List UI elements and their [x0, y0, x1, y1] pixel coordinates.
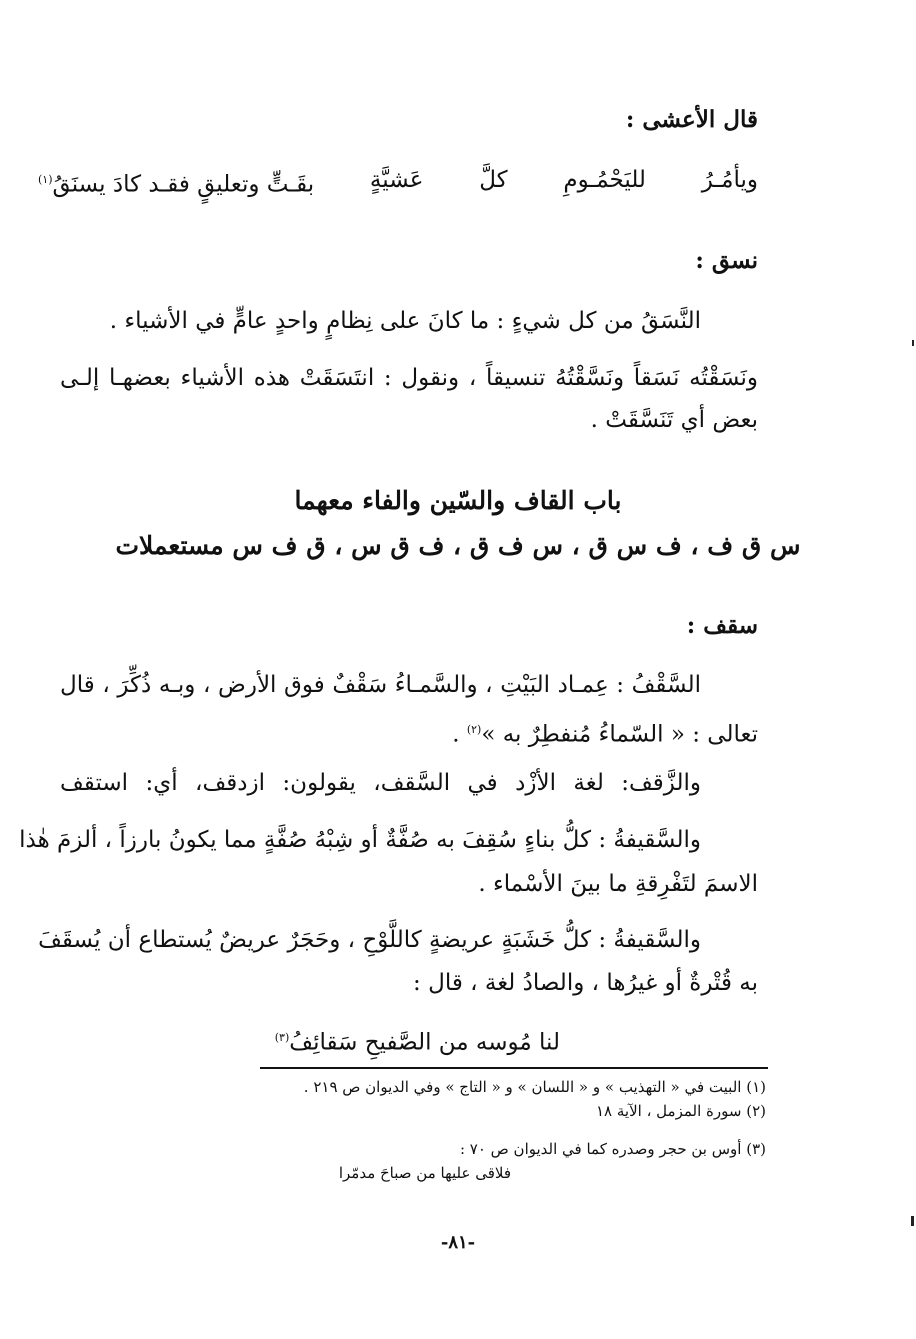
scan-edge-mark	[912, 340, 914, 346]
chapter-subtitle-roots: س ق ف ، ف س ق ، س ف ق ، ف ق س ، ق ف س مستعملات	[115, 531, 801, 560]
footnote-3-verse: فلاقى عليها من صباحَ مدمّرا	[338, 1164, 511, 1182]
footnote-1: (١) البيت في « التهذيب » و « اللسان » و « التاج » وفي الديوان ص ٢١٩ .	[303, 1078, 766, 1096]
verse-word: عَشيَّةٍ	[369, 167, 424, 193]
verse-second-hemistich: بقَـتٍّ وتعليقٍ فقـد كادَ يسنَقُ$^{(١)}$	[38, 171, 315, 198]
footnote-2: (٢) سورة المزمل ، الآية ١٨	[595, 1102, 766, 1120]
nasq-usage-line-2: بعض أي تَنَسَّقَتْ .	[590, 407, 758, 433]
verse-word: لليَحْمُـومِ	[563, 167, 646, 193]
zaqf-paragraph: والزَّقف: لغة الأزْد في السَّقف، يقولون: ازدقف، أي: استقف	[60, 770, 701, 796]
poetry-verse-1	[38, 164, 758, 201]
intro-qal-aasha: قال الأعشى :	[625, 106, 758, 133]
nasq-usage-line-1: ونَسَقْتُه نَسَقاً ونَسَّقْتُهُ تنسيقاً ، ونقول : انتَسَقَتْ هذه الأشياء بعضهـا إلـى	[60, 365, 758, 391]
footnote-marker-1: (١)	[38, 173, 53, 186]
chapter-title: باب القاف والسّين والفاء معهما	[294, 486, 622, 515]
nasq-definition: النَّسَقُ من كل شيءٍ : ما كانَ على نِظامٍ واحدٍ عامٍّ في الأشياء .	[109, 308, 701, 334]
footnote-marker-3: (٣)	[274, 1031, 290, 1044]
verse-word: ويأمُـرُ	[701, 167, 758, 193]
saqifa-paragraph-1-line-2: الاسمَ لتَفْرِقةِ ما بينَ الأسْماء .	[478, 871, 758, 897]
poetry-verse-2: لنا مُوسه من الصَّفيحِ سَقائِفُ$^{(٣)}$	[274, 1029, 560, 1056]
footnote-3: (٣) أوس بن حجر وصدره كما في الديوان ص ٧٠ :	[459, 1140, 766, 1158]
saqifa-paragraph-2-line-2: به قُتْرةٌ أو غيرُها ، والصادُ لغة ، قال :	[413, 970, 758, 996]
verse-word: كلَّ	[479, 167, 508, 193]
entry-head-nasq: نسق :	[695, 247, 758, 274]
saqifa-paragraph-2-line-1: والسَّقيفةُ : كلُّ خَشَبَةٍ عريضةٍ كاللَّوْحِ ، وحَجَرٌ عريضٌ يُستطاع أن يُسقَفَ	[38, 927, 701, 953]
scan-edge-mark	[911, 1216, 914, 1226]
page-number: -٨١-	[440, 1232, 476, 1253]
saqf-definition-line-2: تعالى : « السّماءُ مُنفطِرٌ به »$^{(٢)}$ .	[452, 721, 758, 748]
footnote-marker-2: (٢)	[466, 723, 482, 736]
saqf-definition-line-1: السَّقْفُ : عِمـاد البَيْتِ ، والسَّمـاءُ سَقْفٌ فوق الأرض ، وبـه ذُكِّرَ ، قال	[60, 672, 701, 698]
saqifa-paragraph-1-line-1: والسَّقيفةُ : كلُّ بناءٍ سُقِفَ به صُفَّةٌ أو شِبْهُ صُفَّةٍ مما يكونُ بارزاً ، ألزمَ هٰذا	[19, 827, 701, 853]
quran-citation: تعالى : « السّماءُ مُنفطِرٌ به »	[481, 721, 758, 748]
entry-head-saqf: سقف :	[686, 612, 758, 639]
footnote-divider	[260, 1067, 768, 1069]
